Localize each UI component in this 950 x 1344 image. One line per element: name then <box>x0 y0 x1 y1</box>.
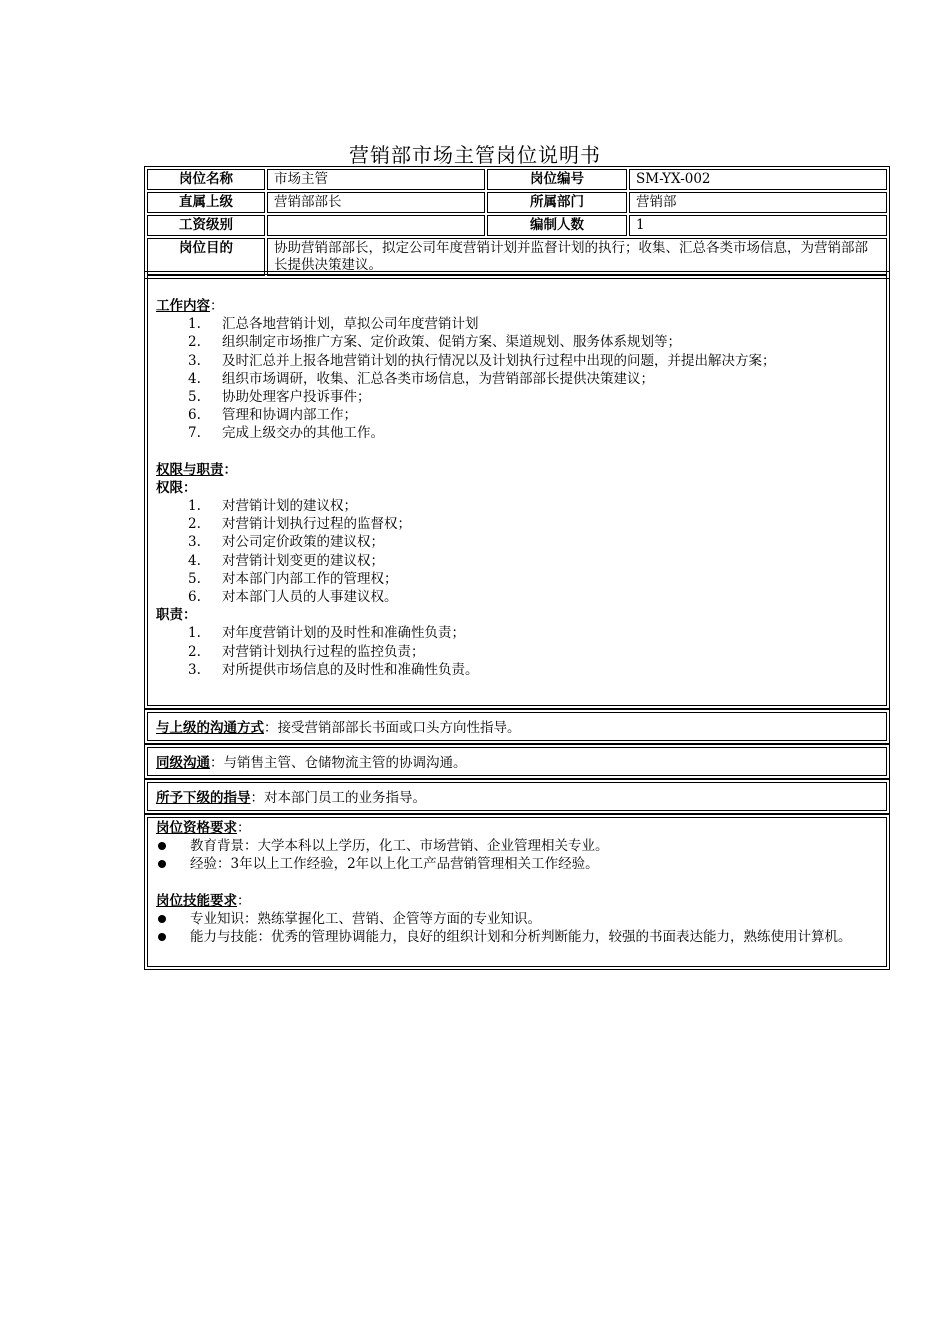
table-row <box>147 192 887 213</box>
bullet-icon <box>158 842 166 850</box>
duties-list <box>156 624 878 679</box>
list-item: 2. 对营销计划执行过程的监督权； <box>188 516 411 533</box>
list-item: 2. 对营销计划执行过程的监控负责； <box>188 643 425 660</box>
list-item: 4. 组织市场调研，收集、汇总各类市场信息，为营销部部长提供决策建议； <box>188 370 654 387</box>
peer-communication-label: 同级沟通 <box>156 755 210 771</box>
subordinate-guidance-section <box>144 779 890 814</box>
rights-list <box>156 497 878 606</box>
purpose-label: 岗位目的 <box>147 238 265 276</box>
table-row <box>147 215 887 236</box>
purpose-value: 协助营销部部长，拟定公司年度营销计划并监督计划的执行；收集、汇总各类市场信息，为营销部部长提供决策建议。 <box>267 238 887 276</box>
list-item: 1. 汇总各地营销计划，草拟公司年度营销计划 <box>188 316 479 333</box>
headcount-value: 1 <box>629 215 887 236</box>
bullet-icon <box>158 915 166 923</box>
list-item: 能力与技能：优秀的管理协调能力，良好的组织计划和分析判断能力，较强的书面表达能力，熟练使用计算机。 <box>156 928 878 946</box>
work-heading: 工作内容： <box>156 298 224 314</box>
list-item: 6. 管理和协调内部工作； <box>188 407 357 424</box>
qualification-heading: 岗位资格要求： <box>156 820 251 836</box>
job-name-label: 岗位名称 <box>147 169 265 190</box>
list-item: 教育背景：大学本科以上学历，化工、市场营销、企业管理相关专业。 <box>156 837 878 855</box>
upper-communication-text: ：接受营销部部长书面或口头方向性指导。 <box>264 720 521 736</box>
dept-label: 所属部门 <box>487 192 627 213</box>
list-item: 经验：3年以上工作经验，2年以上化工产品营销管理相关工作经验。 <box>156 855 878 873</box>
subordinate-guidance-label: 所予下级的指导 <box>156 790 251 806</box>
table-row <box>147 169 887 190</box>
bullet-icon <box>158 933 166 941</box>
list-item: 2. 组织制定市场推广方案、定价政策、促销方案、渠道规划、服务体系规划等； <box>188 334 681 351</box>
list-item: 专业知识：熟练掌握化工、营销、企管等方面的专业知识。 <box>156 910 878 928</box>
work-list <box>156 315 878 442</box>
peer-communication-section <box>144 744 890 779</box>
upper-communication-section <box>144 709 890 744</box>
document-title: 营销部市场主管岗位说明书 <box>349 143 601 167</box>
superior-label: 直属上级 <box>147 192 265 213</box>
list-item: 1. 对年度营销计划的及时性和准确性负责； <box>188 625 465 642</box>
job-name-value: 市场主管 <box>267 169 485 190</box>
headcount-label: 编制人数 <box>487 215 627 236</box>
upper-communication-label: 与上级的沟通方式 <box>156 720 264 736</box>
peer-communication-text: ：与销售主管、仓储物流主管的协调沟通。 <box>210 755 467 771</box>
list-item: 3. 对所提供市场信息的及时性和准确性负责。 <box>188 661 479 678</box>
skills-heading: 岗位技能要求： <box>156 892 251 909</box>
list-item: 1. 对营销计划的建议权； <box>188 498 357 515</box>
bullet-icon <box>158 860 166 868</box>
dept-value: 营销部 <box>629 192 887 213</box>
list-item: 7. 完成上级交办的其他工作。 <box>188 425 384 442</box>
list-item: 5. 协助处理客户投诉事件； <box>188 389 371 406</box>
list-item: 6. 对本部门人员的人事建议权。 <box>188 589 398 606</box>
job-code-value: SM-YX-002 <box>629 169 887 190</box>
rights-label: 权限： <box>156 479 197 496</box>
list-item: 4. 对营销计划变更的建议权； <box>188 552 384 569</box>
qualification-section <box>144 814 890 970</box>
subordinate-guidance-text: ：对本部门员工的业务指导。 <box>250 790 426 806</box>
list-item: 3. 对公司定价政策的建议权； <box>188 534 384 551</box>
list-item: 5. 对本部门内部工作的管理权； <box>188 570 398 587</box>
authority-heading: 权限与职责： <box>156 461 237 478</box>
duties-label: 职责： <box>156 607 197 624</box>
skills-list <box>156 910 878 946</box>
superior-value: 营销部部长 <box>267 192 485 213</box>
qualification-list <box>156 837 878 873</box>
job-code-label: 岗位编号 <box>487 169 627 190</box>
salary-label: 工资级别 <box>147 215 265 236</box>
list-item: 3. 及时汇总并上报各地营销计划的执行情况以及计划执行过程中出现的问题，并提出解决方案； <box>188 352 776 369</box>
salary-value <box>267 215 485 236</box>
duties-section <box>144 271 890 709</box>
job-info-table <box>144 166 890 279</box>
